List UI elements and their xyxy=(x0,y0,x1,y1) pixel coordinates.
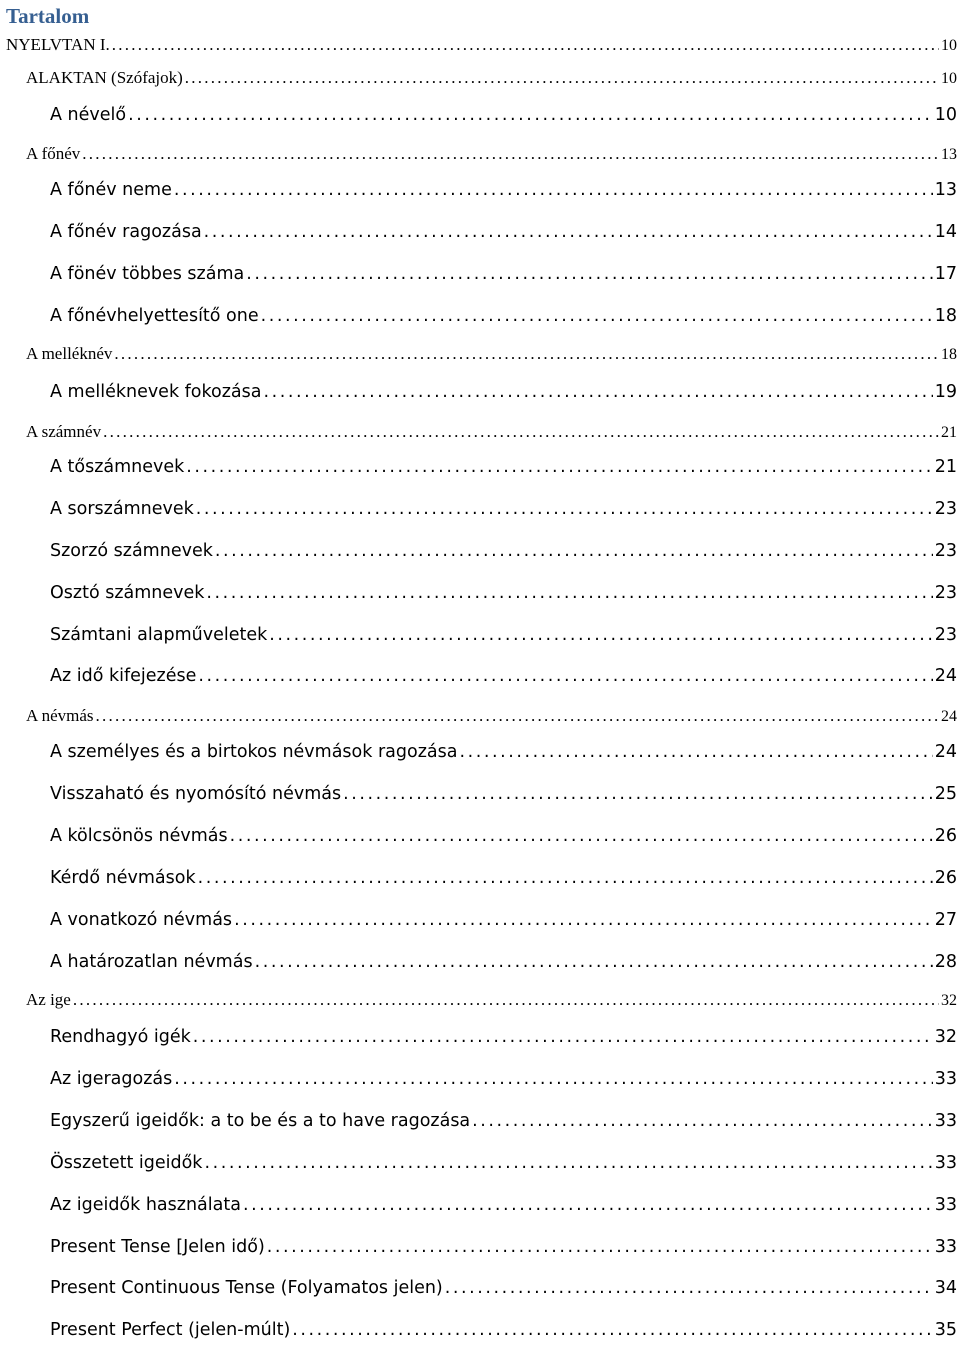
toc-entry-label: Egyszerű igeidők: a to be és a to have ragozása xyxy=(50,1111,471,1131)
toc-entry-page: 24 xyxy=(941,708,957,725)
toc-entry[interactable] xyxy=(50,865,957,891)
dot-leader xyxy=(82,143,939,165)
toc-entry-page: 33 xyxy=(934,1111,957,1131)
toc-entry[interactable] xyxy=(50,1275,957,1301)
toc-entry-label: Az idő kifejezése xyxy=(50,666,197,686)
dot-leader xyxy=(261,303,933,329)
toc-entry-label: Present Tense [Jelen idő) xyxy=(50,1237,265,1257)
dot-leader xyxy=(264,379,933,405)
toc-entry-label: A sorszámnevek xyxy=(50,499,194,519)
toc-entry[interactable] xyxy=(26,989,957,1011)
toc-entry-page: 33 xyxy=(934,1153,957,1173)
dot-leader xyxy=(234,907,933,933)
toc-entry-label: A névmás xyxy=(26,706,94,725)
toc-entry[interactable] xyxy=(26,67,957,89)
toc-entry[interactable] xyxy=(50,781,957,807)
toc-entry-page: 32 xyxy=(941,992,957,1009)
toc-entry[interactable] xyxy=(6,34,957,56)
toc-entry-label: A főnévhelyettesítő one xyxy=(50,306,259,326)
dot-leader xyxy=(96,705,939,727)
toc-entry[interactable] xyxy=(50,739,957,765)
toc-entry-label: A kölcsönös névmás xyxy=(50,826,228,846)
toc-entry-page: 33 xyxy=(934,1195,957,1215)
toc-entry[interactable] xyxy=(50,823,957,849)
toc-entry[interactable] xyxy=(50,261,957,287)
dot-leader xyxy=(269,622,932,648)
toc-entry-page: 23 xyxy=(934,499,957,519)
toc-entry-label: A határozatlan névmás xyxy=(50,952,253,972)
toc-entry-page: 13 xyxy=(941,146,957,163)
toc-entry[interactable] xyxy=(50,1317,957,1343)
toc-entry[interactable] xyxy=(26,143,957,165)
toc-entry-label: A melléknevek fokozása xyxy=(50,382,262,402)
toc-entry-page: 32 xyxy=(934,1027,957,1047)
toc-title: Tartalom xyxy=(6,4,90,28)
toc-entry-page: 14 xyxy=(934,222,957,242)
dot-leader xyxy=(343,781,933,807)
dot-leader xyxy=(185,67,939,89)
toc-entry-page: 10 xyxy=(941,37,957,54)
toc-entry-page: 25 xyxy=(934,784,957,804)
toc-entry-label: Present Perfect (jelen-múlt) xyxy=(50,1320,291,1340)
toc-entry[interactable] xyxy=(50,1192,957,1218)
toc-entry[interactable] xyxy=(50,303,957,329)
toc-entry[interactable] xyxy=(26,421,957,443)
toc-entry-label: Present Continuous Tense (Folyamatos jelen) xyxy=(50,1278,443,1298)
dot-leader xyxy=(459,739,932,765)
toc-entry[interactable] xyxy=(50,907,957,933)
toc-entry-label: A névelő xyxy=(50,105,127,125)
toc-entry[interactable] xyxy=(50,496,957,522)
dot-leader xyxy=(267,1234,933,1260)
toc-entry-label: A számnév xyxy=(26,422,102,441)
dot-leader xyxy=(255,949,933,975)
toc-entry-page: 18 xyxy=(941,346,957,363)
toc-entry-page: 17 xyxy=(934,264,957,284)
toc-entry-label: Az igeragozás xyxy=(50,1069,173,1089)
dot-leader xyxy=(198,865,933,891)
toc-entry[interactable] xyxy=(50,379,957,405)
dot-leader xyxy=(215,538,933,564)
toc-entry-label: Szorzó számnevek xyxy=(50,541,213,561)
toc-entry[interactable] xyxy=(50,1024,957,1050)
dot-leader xyxy=(198,663,932,689)
toc-entry-label: A főnév xyxy=(26,144,81,163)
toc-entry[interactable] xyxy=(26,705,957,727)
dot-leader xyxy=(472,1108,933,1134)
toc-entry[interactable] xyxy=(50,663,957,689)
dot-leader xyxy=(204,1150,932,1176)
toc-entry[interactable] xyxy=(50,219,957,245)
toc-entry-label: A személyes és a birtokos névmások ragozása xyxy=(50,742,458,762)
toc-entry-page: 26 xyxy=(934,826,957,846)
toc-entry[interactable] xyxy=(50,454,957,480)
dot-leader xyxy=(73,989,939,1011)
toc-entry-label: A főnév ragozása xyxy=(50,222,202,242)
dot-leader xyxy=(174,1066,933,1092)
dot-leader xyxy=(112,34,939,56)
toc-entry-page: 34 xyxy=(934,1278,957,1298)
dot-leader xyxy=(186,454,932,480)
toc-entry-page: 18 xyxy=(934,306,957,326)
dot-leader xyxy=(193,1024,933,1050)
toc-entry-label: A főnév neme xyxy=(50,180,172,200)
toc-entry-label: Számtani alapműveletek xyxy=(50,625,268,645)
toc-entry-label: Kérdő névmások xyxy=(50,868,196,888)
dot-leader xyxy=(292,1317,932,1343)
toc-entry-page: 10 xyxy=(941,70,957,87)
toc-entry-label: A fönév többes száma xyxy=(50,264,245,284)
toc-entry-page: 27 xyxy=(934,910,957,930)
dot-leader xyxy=(114,343,939,365)
toc-entry-page: 21 xyxy=(934,457,957,477)
dot-leader xyxy=(174,177,933,203)
toc-entry-label: Összetett igeidők xyxy=(50,1153,203,1173)
toc-entry-page: 24 xyxy=(934,742,957,762)
toc-entry-label: Az igeidők használata xyxy=(50,1195,241,1215)
toc-entry-page: 23 xyxy=(934,583,957,603)
toc-entry-page: 23 xyxy=(934,625,957,645)
dot-leader xyxy=(206,580,932,606)
dot-leader xyxy=(204,219,933,245)
dot-leader xyxy=(103,421,939,443)
dot-leader xyxy=(246,261,933,287)
toc-entry-page: 35 xyxy=(934,1320,957,1340)
dot-leader xyxy=(243,1192,933,1218)
toc-entry-label: ALAKTAN (Szófajok) xyxy=(26,68,183,87)
toc-entry-page: 23 xyxy=(934,541,957,561)
toc-entry[interactable] xyxy=(50,102,957,128)
toc-entry-page: 33 xyxy=(934,1069,957,1089)
toc-entry-label: A melléknév xyxy=(26,344,113,363)
dot-leader xyxy=(196,496,933,522)
toc-entry-page: 19 xyxy=(934,382,957,402)
toc-entry[interactable] xyxy=(50,177,957,203)
toc-entry-page: 26 xyxy=(934,868,957,888)
toc-entry[interactable] xyxy=(50,1150,957,1176)
toc-entry-page: 33 xyxy=(934,1237,957,1257)
dot-leader xyxy=(230,823,933,849)
toc-entry-label: Rendhagyó igék xyxy=(50,1027,191,1047)
toc-entry-label: Visszaható és nyomósító névmás xyxy=(50,784,342,804)
toc-entry[interactable] xyxy=(50,1066,957,1092)
dot-leader xyxy=(445,1275,933,1301)
toc-entry-label: A tőszámnevek xyxy=(50,457,185,477)
toc-entry-page: 10 xyxy=(934,105,957,125)
toc-entry[interactable] xyxy=(50,580,957,606)
toc-entry-label: A vonatkozó névmás xyxy=(50,910,233,930)
toc-entry-label: Az ige xyxy=(26,990,71,1009)
toc-entry[interactable] xyxy=(50,1108,957,1134)
toc-entry-label: NYELVTAN I. xyxy=(6,35,110,54)
toc-entry-page: 24 xyxy=(934,666,957,686)
toc-entry[interactable] xyxy=(50,1234,957,1260)
dot-leader xyxy=(128,102,933,128)
toc-entry[interactable] xyxy=(50,949,957,975)
toc-entry-page: 13 xyxy=(934,180,957,200)
toc-entry-page: 21 xyxy=(941,424,957,441)
toc-entry[interactable] xyxy=(26,343,957,365)
toc-entry-page: 28 xyxy=(934,952,957,972)
toc-entry[interactable] xyxy=(50,538,957,564)
toc-entry[interactable] xyxy=(50,622,957,648)
toc-entry-label: Osztó számnevek xyxy=(50,583,205,603)
